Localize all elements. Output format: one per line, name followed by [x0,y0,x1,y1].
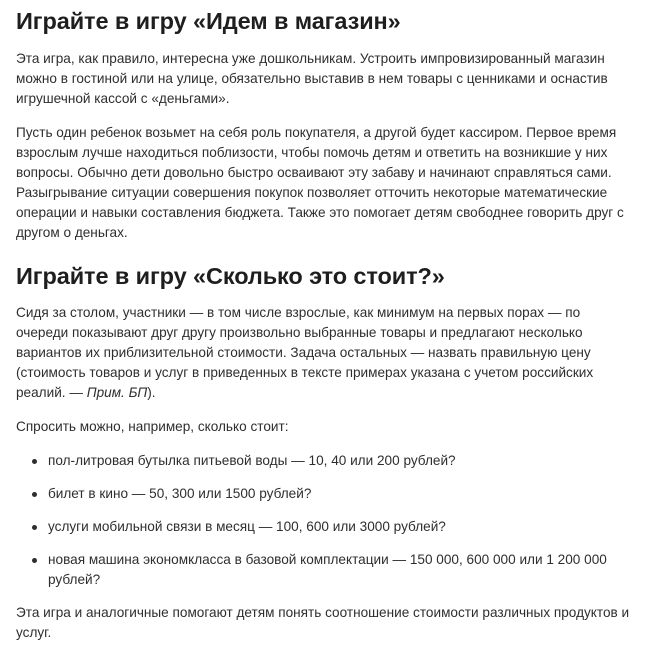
intro-end: ). [147,385,156,400]
editor-note: Прим. БП [86,385,148,400]
list-item-text: пол-литровая бутылка питьевой воды — 10, 40 или 200 рублей? [48,453,456,468]
intro-text: Сидя за столом, участники — в том числе взрослые, как минимум на первых порах — по очереди показывают друг другу произвольно выбранные товары и предлагают несколько вариантов их приблизительной стоимости. Задача остальных — назвать правильную цену (стоимость товаров и услуг в приведенных в тексте примерах указана с учетом российских реалий. — [16,305,594,400]
bullet-icon [32,558,37,563]
price-examples-list [16,451,636,590]
paragraph-closing: Эта игра и аналогичные помогают детям понять соотношение стоимости различных продуктов и услуг. [16,605,630,640]
section-shop-game [16,6,636,243]
list-item-text: билет в кино — 50, 300 или 1500 рублей? [48,486,312,501]
bullet-icon [32,492,37,497]
list-item [30,451,636,471]
section-how-much-game [16,261,636,643]
paragraph: Пусть один ребенок возьмет на себя роль покупателя, а другой будет кассиром. Первое время взрослым лучше находиться поблизости, чтобы помочь детям и ответить на возникшие у них вопросы. Обычно дети довольно быстро осваивают эту забаву и начинают справляться сами. Разыгрывание ситуации совершения покупок позволяет отточить некоторые математические операции и навыки составления бюджета. Также это помогает детям свободнее говорить друг с другом о деньгах. [16,125,624,240]
paragraph-intro [16,303,636,403]
section-heading-how-much-game: Играйте в игру «Сколько это стоит?» [16,263,445,289]
list-item-text: услуги мобильной связи в месяц — 100, 600 или 3000 рублей? [48,519,446,534]
list-item-text: новая машина экономкласса в базовой комплектации — 150 000, 600 000 или 1 200 000 рублей? [48,552,607,587]
paragraph-ask: Спросить можно, например, сколько стоит: [16,419,289,434]
bullet-icon [32,459,37,464]
paragraph: Эта игра, как правило, интересна уже дошкольникам. Устроить импровизированный магазин можно в гостиной или на улице, обязательно выставив в нем товары с ценниками и оснастив игрушечной кассой с «деньгами». [16,51,608,106]
list-item [30,550,636,590]
bullet-icon [32,525,37,530]
list-item [30,484,636,504]
list-item [30,517,636,537]
section-heading-shop-game: Играйте в игру «Идем в магазин» [16,8,401,34]
